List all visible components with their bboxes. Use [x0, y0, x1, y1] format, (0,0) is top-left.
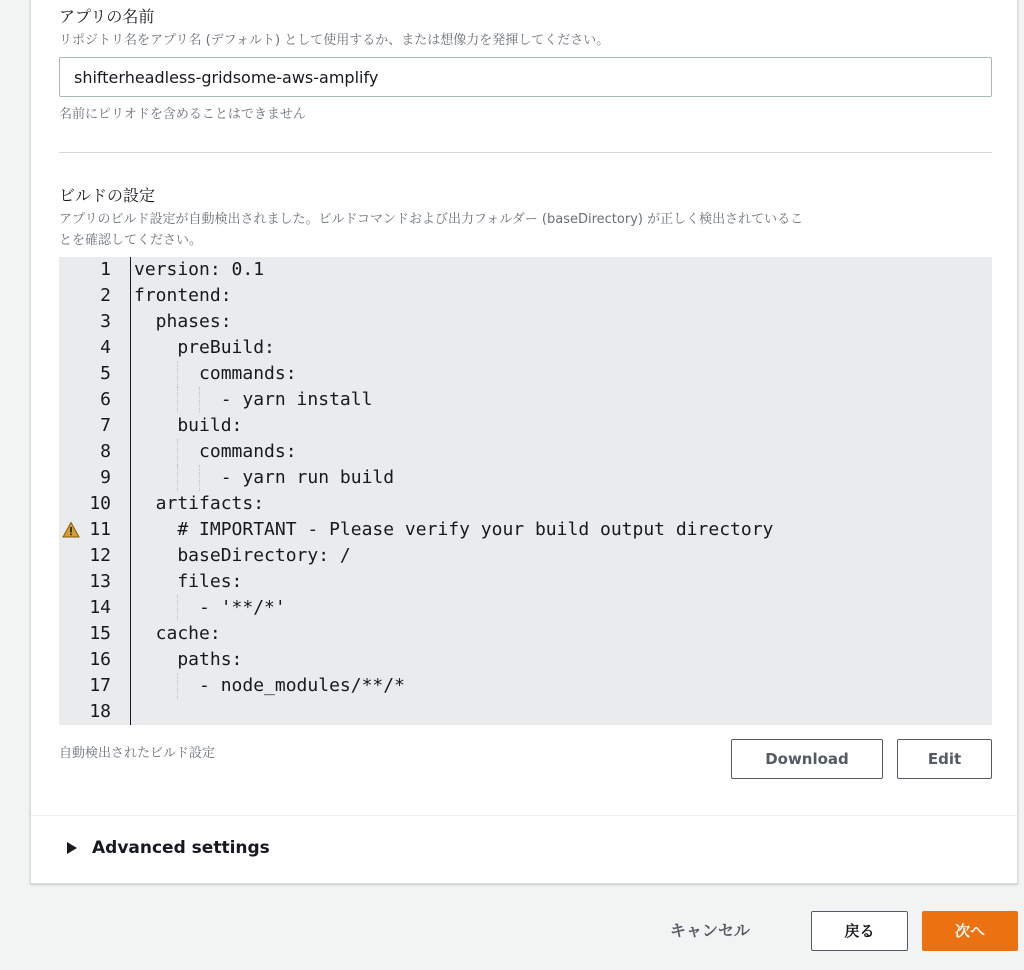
line-number: 18: [89, 701, 111, 722]
line-number: 17: [89, 675, 111, 696]
line-number: 15: [89, 623, 111, 644]
line-number: 7: [100, 415, 111, 436]
line-number: 14: [89, 597, 111, 618]
code-line: [59, 569, 992, 595]
code-line: [59, 439, 992, 465]
advanced-settings-label: Advanced settings: [92, 838, 270, 858]
indent-guide: [177, 673, 178, 699]
build-settings-description-line1: アプリのビルド設定が自動検出されました。ビルドコマンドおよび出力フォルダー (baseDirectory) が正しく検出されているこ: [59, 212, 804, 227]
code-text: - yarn install: [134, 389, 373, 410]
line-number: 5: [100, 363, 111, 384]
code-text: commands:: [134, 441, 297, 462]
app-name-hint: 名前にピリオドを含めることはできません: [59, 107, 306, 122]
line-number: 9: [100, 467, 111, 488]
code-text: cache:: [134, 623, 221, 644]
back-button[interactable]: 戻る: [811, 911, 908, 951]
code-text: - '**/*': [134, 597, 286, 618]
indent-guide: [199, 387, 200, 413]
indent-guide: [177, 387, 178, 413]
code-line: [59, 283, 992, 309]
code-text: files:: [134, 571, 243, 592]
build-settings-description-line2: とを確認してください。: [59, 233, 203, 248]
code-text: build:: [134, 415, 243, 436]
line-number: 8: [100, 441, 111, 462]
code-line: [59, 517, 992, 543]
code-line: [59, 309, 992, 335]
code-line: [59, 361, 992, 387]
app-name-label: アプリの名前: [59, 7, 155, 26]
code-line: [59, 543, 992, 569]
line-number: 4: [100, 337, 111, 358]
code-text: artifacts:: [134, 493, 265, 514]
cancel-button[interactable]: キャンセル: [670, 921, 751, 940]
code-line: [59, 621, 992, 647]
build-settings-footer-note: 自動検出されたビルド設定: [59, 746, 216, 761]
code-line: [59, 491, 992, 517]
code-line: [59, 335, 992, 361]
download-button[interactable]: Download: [731, 739, 883, 779]
line-number: 12: [89, 545, 111, 566]
line-number: 6: [100, 389, 111, 410]
indent-guide: [177, 595, 178, 621]
indent-guide: [199, 465, 200, 491]
section-divider: [59, 152, 992, 153]
code-text: phases:: [134, 311, 232, 332]
code-line: [59, 465, 992, 491]
code-line: [59, 387, 992, 413]
code-text: paths:: [134, 649, 243, 670]
build-settings-description: [59, 209, 803, 251]
code-text: commands:: [134, 363, 297, 384]
line-number: 10: [89, 493, 111, 514]
code-line: [59, 647, 992, 673]
code-text: # IMPORTANT - Please verify your build output directory: [134, 519, 774, 540]
indent-guide: [177, 361, 178, 387]
line-number: 3: [100, 311, 111, 332]
build-spec-editor[interactable]: [59, 257, 992, 725]
advanced-settings-toggle[interactable]: [31, 815, 1019, 883]
caret-right-icon: [67, 842, 77, 854]
code-text: - node_modules/**/*: [134, 675, 405, 696]
line-number: 11: [89, 519, 111, 540]
line-number: 2: [100, 285, 111, 306]
code-line: [59, 257, 992, 283]
line-number: 13: [89, 571, 111, 592]
edit-button[interactable]: Edit: [897, 739, 992, 779]
code-text: baseDirectory: /: [134, 545, 351, 566]
code-line: [59, 673, 992, 699]
app-name-input[interactable]: [59, 57, 992, 97]
build-settings-label: ビルドの設定: [59, 186, 156, 205]
app-settings-panel: [30, 0, 1018, 884]
app-name-description: リポジトリ名をアプリ名 (デフォルト) として使用するか、または想像力を発揮してください。: [59, 33, 610, 48]
code-line: [59, 595, 992, 621]
line-number: 16: [89, 649, 111, 670]
code-line: [59, 699, 992, 725]
code-text: - yarn run build: [134, 467, 395, 488]
code-text: version: 0.1: [134, 259, 265, 280]
code-text: frontend:: [134, 285, 232, 306]
indent-guide: [177, 439, 178, 465]
code-line: [59, 413, 992, 439]
line-number: 1: [100, 259, 111, 280]
code-text: preBuild:: [134, 337, 275, 358]
next-button[interactable]: 次へ: [922, 911, 1018, 951]
indent-guide: [177, 465, 178, 491]
